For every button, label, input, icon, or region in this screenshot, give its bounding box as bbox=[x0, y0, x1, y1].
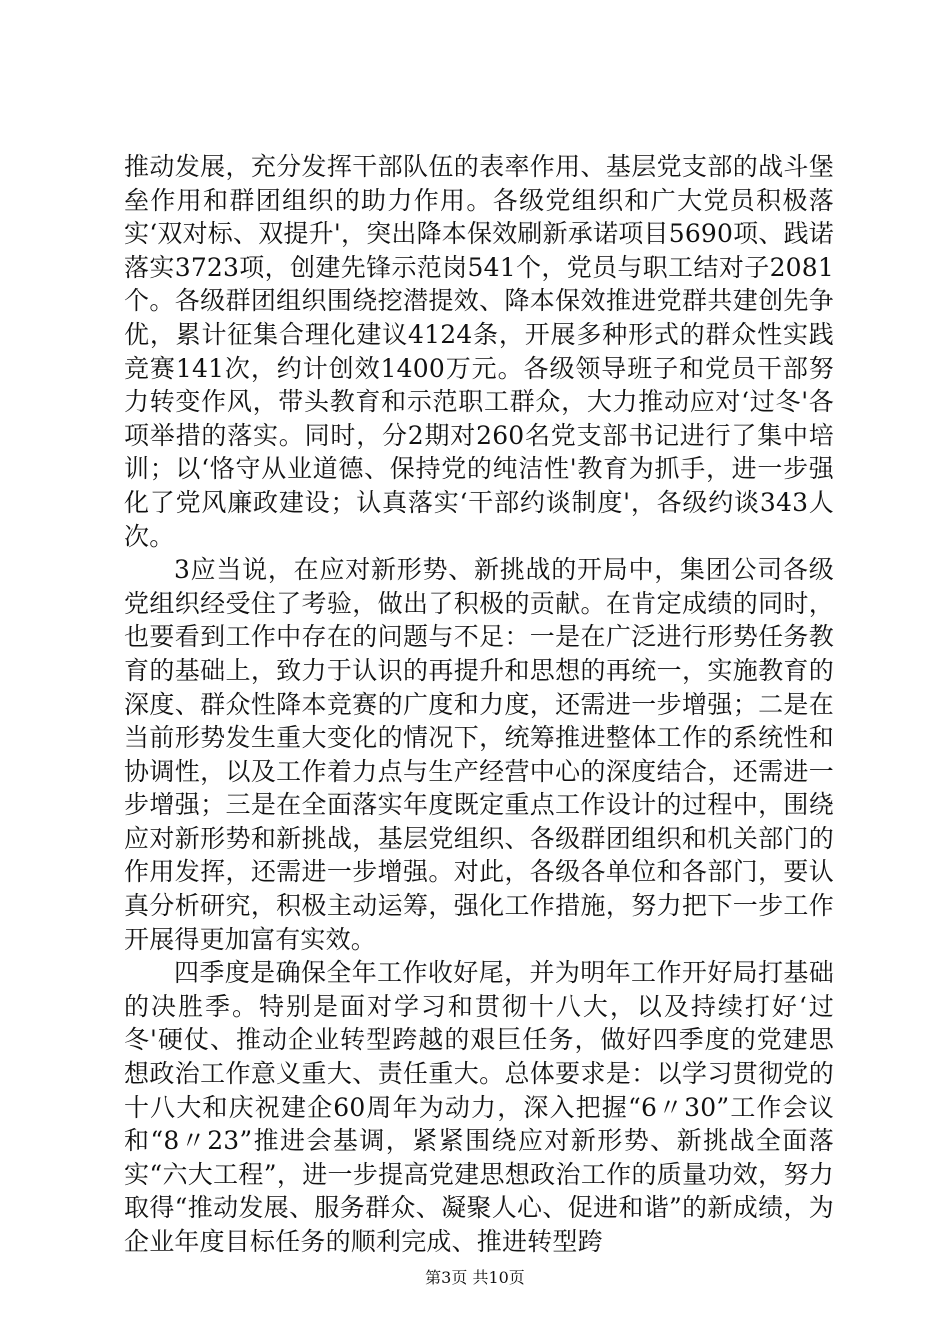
paragraph-3: 四季度是确保全年工作收好尾，并为明年工作开好局打基础的决胜季。特别是面对学习和贯彻十八大，以及持续打好‘过冬'硬仗、推动企业转型跨越的艰巨任务，做好四季度的党建思想政治工作意义重大、责任重大。总体要求是：以学习贯彻党的十八大和庆祝建企60周年为动力，深入把握“6〃30”工作会议和“8〃23”推进会基调，紧紧围绕应对新形势、新挑战全面落实“六大工程”，进一步提高党建思想政治工作的质量功效，努力取得“推动发展、服务群众、凝聚人心、促进和谐”的新成绩，为企业年度目标任务的顺利完成、推进转型跨 bbox=[124, 958, 834, 1256]
page-footer: 第3页 共10页 bbox=[425, 1268, 525, 1287]
document-body bbox=[124, 150, 834, 1259]
paragraph-1: 推动发展，充分发挥干部队伍的表率作用、基层党支部的战斗堡垒作用和群团组织的助力作用。各级党组织和广大党员积极落实‘双对标、双提升'，突出降本保效刷新承诺项目5690项、践诺落实3723项，创建先锋示范岗541个，党员与职工结对子2081个。各级群团组织围绕挖潜提效、降本保效推进党群共建创先争优，累计征集合理化建议4124条，开展多种形式的群众性实践竞赛141次，约计创效1400万元。各级领导班子和党员干部努力转变作风，带头教育和示范职工群众，大力推动应对‘过冬'各项举措的落实。同时，分2期对260名党支部书记进行了集中培训；以‘恪守从业道德、保持党的纯洁性'教育为抓手，进一步强化了党风廉政建设；认真落实‘干部约谈制度'，各级约谈343人次。 bbox=[124, 152, 834, 551]
paragraph-2: 3应当说，在应对新形势、新挑战的开局中，集团公司各级党组织经受住了考验，做出了积极的贡献。在肯定成绩的同时，也要看到工作中存在的问题与不足：一是在广泛进行形势任务教育的基础上，致力于认识的再提升和思想的再统一，实施教育的深度、群众性降本竞赛的广度和力度，还需进一步增强；二是在当前形势发生重大变化的情况下，统筹推进整体工作的系统性和协调性，以及工作着力点与生产经营中心的深度结合，还需进一步增强；三是在全面落实年度既定重点工作设计的过程中，围绕应对新形势和新挑战，基层党组织、各级群团组织和机关部门的作用发挥，还需进一步增强。对此，各级各单位和各部门，要认真分析研究，积极主动运筹，强化工作措施，努力把下一步工作开展得更加富有实效。 bbox=[124, 555, 834, 954]
